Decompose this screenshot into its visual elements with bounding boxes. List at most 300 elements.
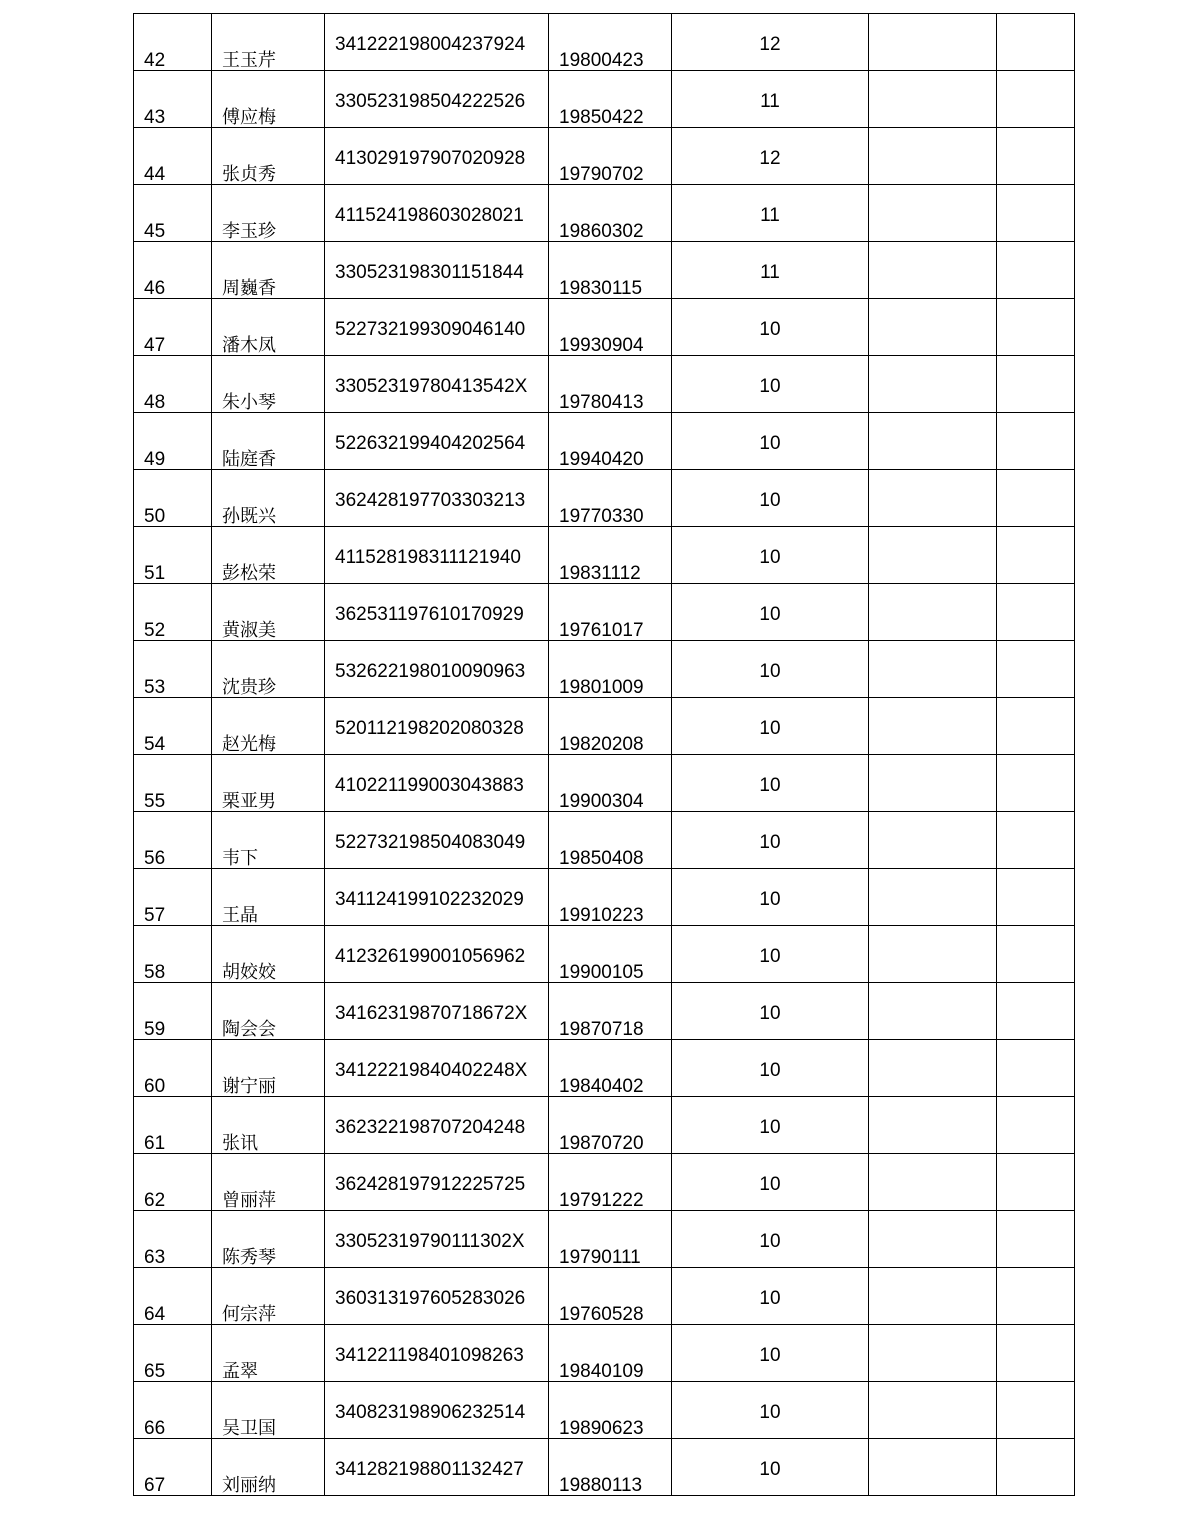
row-number-cell	[134, 14, 212, 71]
name-cell	[212, 641, 325, 698]
table-row	[134, 584, 1075, 641]
value-cell	[672, 1325, 869, 1382]
birth-date-cell	[549, 14, 672, 71]
id-number-cell	[325, 128, 549, 185]
empty-cell-6	[869, 698, 997, 755]
name-cell	[212, 1439, 325, 1496]
empty-cell-6	[869, 242, 997, 299]
id-number-cell	[325, 812, 549, 869]
row-number: 55	[144, 791, 166, 812]
empty-cell-7	[997, 1040, 1075, 1097]
table-row	[134, 869, 1075, 926]
id-number: 413029197907020928	[335, 148, 526, 169]
id-number: 341282198801132427	[335, 1459, 524, 1480]
table-row	[134, 812, 1075, 869]
value: 10	[759, 1060, 781, 1081]
id-number-cell	[325, 470, 549, 527]
empty-cell-6	[869, 1040, 997, 1097]
value: 10	[759, 547, 781, 568]
id-number-cell	[325, 299, 549, 356]
row-number-cell	[134, 356, 212, 413]
birth-date-cell	[549, 242, 672, 299]
empty-cell-7	[997, 527, 1075, 584]
id-number: 330523198504222526	[335, 91, 526, 112]
table-row	[134, 470, 1075, 527]
row-number: 61	[144, 1133, 166, 1154]
table-row	[134, 14, 1075, 71]
birth-date-cell	[549, 1382, 672, 1439]
empty-cell-7	[997, 641, 1075, 698]
value-cell	[672, 1154, 869, 1211]
row-number-cell	[134, 413, 212, 470]
empty-cell-7	[997, 185, 1075, 242]
name-cell	[212, 1268, 325, 1325]
row-number-cell	[134, 1382, 212, 1439]
row-number-cell	[134, 698, 212, 755]
person-name: 王晶	[222, 905, 258, 926]
value: 10	[759, 1003, 781, 1024]
person-name: 陶会会	[222, 1019, 276, 1040]
empty-cell-7	[997, 869, 1075, 926]
birth-date-cell	[549, 584, 672, 641]
name-cell	[212, 1040, 325, 1097]
id-number-cell	[325, 755, 549, 812]
id-number-cell	[325, 356, 549, 413]
row-number: 58	[144, 962, 166, 983]
name-cell	[212, 470, 325, 527]
row-number-cell	[134, 1097, 212, 1154]
empty-cell-7	[997, 1439, 1075, 1496]
row-number-cell	[134, 926, 212, 983]
row-number-cell	[134, 242, 212, 299]
table-row	[134, 128, 1075, 185]
empty-cell-7	[997, 1325, 1075, 1382]
row-number-cell	[134, 1211, 212, 1268]
name-cell	[212, 185, 325, 242]
table-row	[134, 242, 1075, 299]
id-number: 341222198004237924	[335, 34, 526, 55]
row-number: 51	[144, 563, 166, 584]
value: 10	[759, 604, 781, 625]
birth-date: 19900304	[559, 791, 644, 812]
name-cell	[212, 869, 325, 926]
birth-date: 19880113	[559, 1475, 643, 1496]
person-name: 谢宁丽	[222, 1076, 276, 1097]
birth-date-cell	[549, 1439, 672, 1496]
value-cell	[672, 185, 869, 242]
name-cell	[212, 983, 325, 1040]
value: 10	[759, 376, 781, 397]
row-number-cell	[134, 641, 212, 698]
empty-cell-6	[869, 983, 997, 1040]
value-cell	[672, 299, 869, 356]
name-cell	[212, 1325, 325, 1382]
value: 10	[759, 1402, 781, 1423]
birth-date: 19820208	[559, 734, 644, 755]
name-cell	[212, 812, 325, 869]
person-name: 彭松荣	[222, 563, 276, 584]
birth-date-cell	[549, 1040, 672, 1097]
birth-date: 19790111	[559, 1247, 641, 1268]
row-number: 67	[144, 1475, 166, 1496]
birth-date-cell	[549, 299, 672, 356]
id-number-cell	[325, 242, 549, 299]
value: 10	[759, 433, 781, 454]
empty-cell-6	[869, 869, 997, 926]
row-number-cell	[134, 185, 212, 242]
birth-date: 19870718	[559, 1019, 644, 1040]
value: 12	[759, 34, 781, 55]
person-name: 黄淑美	[222, 620, 276, 641]
empty-cell-6	[869, 185, 997, 242]
row-number: 60	[144, 1076, 166, 1097]
id-number: 340823198906232514	[335, 1402, 526, 1423]
empty-cell-6	[869, 470, 997, 527]
row-number: 66	[144, 1418, 166, 1439]
birth-date-cell	[549, 413, 672, 470]
person-name: 周巍香	[222, 278, 276, 299]
value-cell	[672, 356, 869, 413]
id-number-cell	[325, 1382, 549, 1439]
empty-cell-7	[997, 128, 1075, 185]
row-number: 43	[144, 107, 166, 128]
birth-date-cell	[549, 983, 672, 1040]
table-row	[134, 299, 1075, 356]
empty-cell-6	[869, 71, 997, 128]
row-number: 48	[144, 392, 166, 413]
value-cell	[672, 413, 869, 470]
empty-cell-7	[997, 983, 1075, 1040]
value: 10	[759, 1345, 781, 1366]
name-cell	[212, 926, 325, 983]
id-number: 522732198504083049	[335, 832, 526, 853]
birth-date-cell	[549, 869, 672, 926]
birth-date-cell	[549, 755, 672, 812]
person-name: 沈贵珍	[222, 677, 276, 698]
value: 10	[759, 946, 781, 967]
name-cell	[212, 128, 325, 185]
value-cell	[672, 926, 869, 983]
name-cell	[212, 1382, 325, 1439]
person-name: 潘木凤	[222, 335, 276, 356]
table-row	[134, 1097, 1075, 1154]
value-cell	[672, 869, 869, 926]
empty-cell-6	[869, 128, 997, 185]
value-cell	[672, 1211, 869, 1268]
table-row	[134, 356, 1075, 413]
id-number: 33052319790111302X	[335, 1231, 525, 1252]
id-number: 362322198707204248	[335, 1117, 526, 1138]
value: 10	[759, 775, 781, 796]
value: 10	[759, 718, 781, 739]
id-number-cell	[325, 1097, 549, 1154]
id-number-cell	[325, 71, 549, 128]
row-number: 52	[144, 620, 166, 641]
person-name: 朱小琴	[222, 392, 276, 413]
id-number-cell	[325, 185, 549, 242]
person-name: 栗亚男	[222, 791, 276, 812]
birth-date: 19860302	[559, 221, 644, 242]
person-name: 吴卫国	[222, 1418, 276, 1439]
id-number: 532622198010090963	[335, 661, 526, 682]
empty-cell-7	[997, 1097, 1075, 1154]
row-number: 44	[144, 164, 166, 185]
value-cell	[672, 1268, 869, 1325]
value: 11	[760, 205, 780, 226]
empty-cell-7	[997, 584, 1075, 641]
empty-cell-7	[997, 1382, 1075, 1439]
empty-cell-6	[869, 641, 997, 698]
empty-cell-7	[997, 1154, 1075, 1211]
person-name: 陈秀琴	[222, 1247, 276, 1268]
empty-cell-6	[869, 356, 997, 413]
name-cell	[212, 698, 325, 755]
empty-cell-7	[997, 299, 1075, 356]
empty-cell-7	[997, 755, 1075, 812]
empty-cell-6	[869, 926, 997, 983]
id-number-cell	[325, 584, 549, 641]
birth-date: 19940420	[559, 449, 644, 470]
value-cell	[672, 1439, 869, 1496]
row-number: 62	[144, 1190, 166, 1211]
person-name: 赵光梅	[222, 734, 276, 755]
name-cell	[212, 71, 325, 128]
row-number: 56	[144, 848, 166, 869]
row-number-cell	[134, 1439, 212, 1496]
person-name: 孙既兴	[222, 506, 276, 527]
value: 10	[759, 1117, 781, 1138]
row-number-cell	[134, 755, 212, 812]
name-cell	[212, 527, 325, 584]
id-number-cell	[325, 926, 549, 983]
row-number: 53	[144, 677, 166, 698]
empty-cell-6	[869, 1154, 997, 1211]
birth-date-cell	[549, 698, 672, 755]
empty-cell-6	[869, 755, 997, 812]
birth-date: 19831112	[559, 563, 641, 584]
id-number: 341124199102232029	[335, 889, 524, 910]
value: 10	[759, 889, 781, 910]
id-number: 360313197605283026	[335, 1288, 526, 1309]
table-row	[134, 71, 1075, 128]
value-cell	[672, 1097, 869, 1154]
person-name: 陆庭香	[222, 449, 276, 470]
name-cell	[212, 755, 325, 812]
birth-date-cell	[549, 470, 672, 527]
birth-date: 19870720	[559, 1133, 644, 1154]
row-number: 42	[144, 50, 166, 71]
value: 11	[760, 91, 780, 112]
value-cell	[672, 128, 869, 185]
person-name: 刘丽纳	[222, 1475, 276, 1496]
id-number: 522632199404202564	[335, 433, 526, 454]
value: 10	[759, 1288, 781, 1309]
birth-date-cell	[549, 926, 672, 983]
row-number: 64	[144, 1304, 166, 1325]
birth-date: 19780413	[559, 392, 644, 413]
id-number-cell	[325, 869, 549, 926]
value-cell	[672, 527, 869, 584]
birth-date: 19890623	[559, 1418, 644, 1439]
person-name: 傅应梅	[222, 107, 276, 128]
birth-date: 19840402	[559, 1076, 644, 1097]
birth-date-cell	[549, 71, 672, 128]
id-number-cell	[325, 1439, 549, 1496]
birth-date: 19790702	[559, 164, 644, 185]
birth-date: 19761017	[559, 620, 644, 641]
empty-cell-7	[997, 1268, 1075, 1325]
birth-date-cell	[549, 527, 672, 584]
value-cell	[672, 14, 869, 71]
row-number-cell	[134, 527, 212, 584]
table-row	[134, 1040, 1075, 1097]
id-number-cell	[325, 983, 549, 1040]
birth-date: 19910223	[559, 905, 644, 926]
table-row	[134, 1325, 1075, 1382]
id-number-cell	[325, 1325, 549, 1382]
row-number-cell	[134, 470, 212, 527]
row-number: 54	[144, 734, 166, 755]
row-number-cell	[134, 71, 212, 128]
id-number-cell	[325, 1040, 549, 1097]
id-number-cell	[325, 1154, 549, 1211]
id-number: 411524198603028021	[335, 205, 524, 226]
row-number: 49	[144, 449, 166, 470]
table-row	[134, 983, 1075, 1040]
table-row	[134, 1382, 1075, 1439]
value: 12	[759, 148, 781, 169]
person-name: 张贞秀	[222, 164, 276, 185]
birth-date: 19840109	[559, 1361, 644, 1382]
row-number-cell	[134, 812, 212, 869]
birth-date: 19850422	[559, 107, 644, 128]
row-number: 46	[144, 278, 166, 299]
value: 10	[759, 1231, 781, 1252]
name-cell	[212, 242, 325, 299]
birth-date: 19900105	[559, 962, 644, 983]
id-number: 522732199309046140	[335, 319, 526, 340]
row-number: 63	[144, 1247, 166, 1268]
value: 10	[759, 490, 781, 511]
empty-cell-7	[997, 413, 1075, 470]
value: 10	[759, 1459, 781, 1480]
person-name: 李玉珍	[222, 221, 276, 242]
name-cell	[212, 413, 325, 470]
empty-cell-6	[869, 1268, 997, 1325]
empty-cell-7	[997, 926, 1075, 983]
row-number-cell	[134, 299, 212, 356]
birth-date: 19800423	[559, 50, 644, 71]
empty-cell-7	[997, 356, 1075, 413]
birth-date: 19791222	[559, 1190, 644, 1211]
value: 11	[760, 262, 780, 283]
table-row	[134, 926, 1075, 983]
id-number-cell	[325, 413, 549, 470]
empty-cell-6	[869, 413, 997, 470]
name-cell	[212, 356, 325, 413]
row-number-cell	[134, 869, 212, 926]
empty-cell-6	[869, 1097, 997, 1154]
id-number: 34122219840402248X	[335, 1060, 528, 1081]
row-number-cell	[134, 1154, 212, 1211]
id-number: 33052319780413542X	[335, 376, 528, 397]
row-number: 45	[144, 221, 166, 242]
empty-cell-6	[869, 299, 997, 356]
row-number: 47	[144, 335, 166, 356]
birth-date-cell	[549, 128, 672, 185]
birth-date-cell	[549, 1325, 672, 1382]
birth-date-cell	[549, 1097, 672, 1154]
value: 10	[759, 661, 781, 682]
empty-cell-7	[997, 71, 1075, 128]
value-cell	[672, 755, 869, 812]
person-name: 王玉芹	[222, 50, 276, 71]
table-row	[134, 1268, 1075, 1325]
row-number-cell	[134, 1040, 212, 1097]
empty-cell-7	[997, 698, 1075, 755]
id-number: 34162319870718672X	[335, 1003, 528, 1024]
birth-date: 19850408	[559, 848, 644, 869]
name-cell	[212, 1211, 325, 1268]
person-name: 韦下	[222, 848, 258, 869]
birth-date: 19760528	[559, 1304, 644, 1325]
table-row	[134, 527, 1075, 584]
empty-cell-6	[869, 1325, 997, 1382]
table-row	[134, 1154, 1075, 1211]
row-number-cell	[134, 584, 212, 641]
value-cell	[672, 1040, 869, 1097]
person-name: 曾丽萍	[222, 1190, 276, 1211]
id-number: 411528198311121940	[335, 547, 521, 568]
empty-cell-7	[997, 470, 1075, 527]
person-name: 胡姣姣	[222, 962, 276, 983]
id-number: 330523198301151844	[335, 262, 524, 283]
id-number: 362428197912225725	[335, 1174, 526, 1195]
empty-cell-6	[869, 812, 997, 869]
value-cell	[672, 983, 869, 1040]
id-number-cell	[325, 641, 549, 698]
birth-date-cell	[549, 641, 672, 698]
empty-cell-7	[997, 1211, 1075, 1268]
empty-cell-6	[869, 584, 997, 641]
empty-cell-7	[997, 14, 1075, 71]
value-cell	[672, 71, 869, 128]
name-cell	[212, 584, 325, 641]
id-number: 341221198401098263	[335, 1345, 524, 1366]
value-cell	[672, 470, 869, 527]
table-body	[134, 14, 1075, 1496]
value-cell	[672, 584, 869, 641]
value: 10	[759, 832, 781, 853]
id-number: 362428197703303213	[335, 490, 526, 511]
row-number-cell	[134, 983, 212, 1040]
row-number: 50	[144, 506, 166, 527]
id-number: 410221199003043883	[335, 775, 524, 796]
data-table	[133, 13, 1075, 1496]
name-cell	[212, 299, 325, 356]
row-number: 57	[144, 905, 166, 926]
empty-cell-6	[869, 14, 997, 71]
empty-cell-6	[869, 1382, 997, 1439]
id-number: 412326199001056962	[335, 946, 526, 967]
row-number-cell	[134, 1325, 212, 1382]
table-row	[134, 1439, 1075, 1496]
value: 10	[759, 319, 781, 340]
name-cell	[212, 1097, 325, 1154]
row-number-cell	[134, 1268, 212, 1325]
empty-cell-6	[869, 1439, 997, 1496]
value-cell	[672, 242, 869, 299]
